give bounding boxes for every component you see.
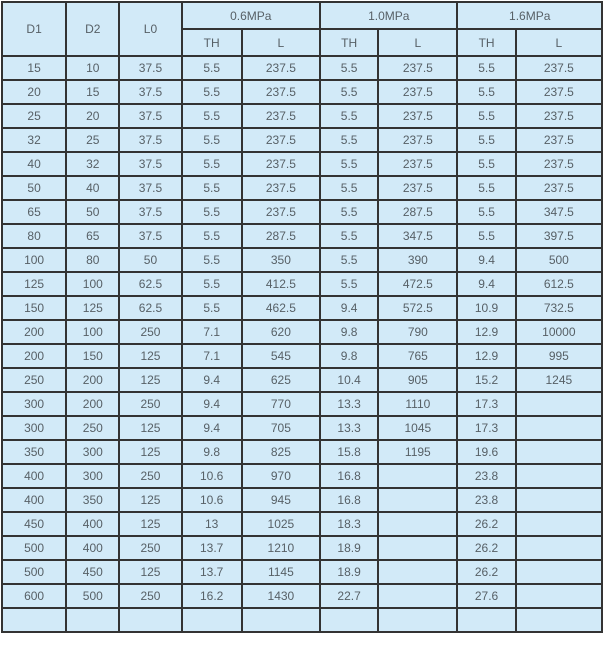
table-cell: 80: [2, 224, 66, 248]
table-cell: 462.5: [242, 296, 320, 320]
table-cell: 16.2: [182, 584, 242, 608]
table-cell: 945: [242, 488, 320, 512]
table-cell: 412.5: [242, 272, 320, 296]
table-cell: 9.8: [182, 440, 242, 464]
table-cell: 237.5: [378, 80, 457, 104]
table-cell: 25: [2, 104, 66, 128]
table-cell: 250: [66, 416, 119, 440]
table-cell: 500: [2, 560, 66, 584]
table-cell: 50: [2, 176, 66, 200]
table-cell: 500: [516, 248, 602, 272]
table-cell: [516, 440, 602, 464]
table-cell: 26.2: [457, 560, 515, 584]
table-cell: 15: [66, 80, 119, 104]
table-cell: 765: [378, 344, 457, 368]
table-cell: 32: [2, 128, 66, 152]
table-row: [2, 560, 602, 584]
table-cell: 237.5: [516, 176, 602, 200]
table-cell: [2, 608, 66, 632]
table-cell: 40: [2, 152, 66, 176]
table-cell: 125: [2, 272, 66, 296]
table-cell: 237.5: [516, 56, 602, 80]
table-row: [2, 584, 602, 608]
table-row: [2, 296, 602, 320]
table-cell: 125: [119, 416, 181, 440]
table-cell: 5.5: [457, 56, 515, 80]
table-row: [2, 512, 602, 536]
table-cell: 5.5: [182, 224, 242, 248]
table-cell: 200: [2, 320, 66, 344]
table-cell: 5.5: [320, 104, 378, 128]
table-cell: 620: [242, 320, 320, 344]
table-cell: 37.5: [119, 152, 181, 176]
table-cell: 400: [2, 488, 66, 512]
table-cell: 50: [66, 200, 119, 224]
table-cell: 5.5: [182, 296, 242, 320]
table-cell: 9.8: [320, 344, 378, 368]
table-cell: 65: [66, 224, 119, 248]
table-cell: 13.3: [320, 416, 378, 440]
table-cell: 20: [66, 104, 119, 128]
table-cell: 23.8: [457, 488, 515, 512]
table-cell: 200: [66, 368, 119, 392]
flange-spec-table: [1, 1, 603, 633]
table-cell: 397.5: [516, 224, 602, 248]
table-cell: 450: [2, 512, 66, 536]
table-cell: 10: [66, 56, 119, 80]
table-cell: 390: [378, 248, 457, 272]
table-cell: 250: [119, 320, 181, 344]
table-row: [2, 536, 602, 560]
table-cell: [516, 608, 602, 632]
table-cell: [516, 392, 602, 416]
sub-header-th-1-0: TH: [320, 29, 378, 56]
table-cell: 12.9: [457, 344, 515, 368]
table-cell: 5.5: [182, 272, 242, 296]
table-cell: 237.5: [378, 128, 457, 152]
table-cell: 237.5: [378, 176, 457, 200]
table-cell: 37.5: [119, 56, 181, 80]
table-cell: 125: [119, 488, 181, 512]
table-cell: 350: [242, 248, 320, 272]
table-cell: [378, 488, 457, 512]
table-cell: 20: [2, 80, 66, 104]
table-cell: 125: [119, 368, 181, 392]
table-row: [2, 488, 602, 512]
table-cell: 5.5: [182, 104, 242, 128]
table-cell: 500: [66, 584, 119, 608]
table-cell: 5.5: [457, 200, 515, 224]
table-cell: 10.9: [457, 296, 515, 320]
table-row: [2, 80, 602, 104]
table-cell: 17.3: [457, 416, 515, 440]
table-cell: 5.5: [182, 200, 242, 224]
table-cell: 287.5: [378, 200, 457, 224]
table-cell: 13.7: [182, 536, 242, 560]
table-row: [2, 56, 602, 80]
table-cell: 970: [242, 464, 320, 488]
table-cell: 300: [66, 464, 119, 488]
table-cell: 40: [66, 176, 119, 200]
table-cell: 26.2: [457, 512, 515, 536]
table-row: [2, 440, 602, 464]
table-cell: 5.5: [320, 272, 378, 296]
table-cell: 237.5: [242, 200, 320, 224]
sub-header-l-0-6: L: [242, 29, 320, 56]
table-cell: 23.8: [457, 464, 515, 488]
table-cell: 5.5: [182, 80, 242, 104]
table-cell: 5.5: [320, 56, 378, 80]
table-cell: 15.2: [457, 368, 515, 392]
table-cell: 237.5: [242, 128, 320, 152]
table-cell: 5.5: [320, 200, 378, 224]
table-cell: [457, 608, 515, 632]
table-cell: [516, 464, 602, 488]
table-row: [2, 200, 602, 224]
table-cell: [378, 512, 457, 536]
table-row: [2, 344, 602, 368]
table-cell: 237.5: [516, 128, 602, 152]
sub-header-th-1-6: TH: [457, 29, 515, 56]
table-cell: 5.5: [182, 128, 242, 152]
table-cell: 237.5: [242, 152, 320, 176]
table-cell: 5.5: [182, 152, 242, 176]
table-cell: 125: [119, 344, 181, 368]
table-cell: [242, 608, 320, 632]
table-cell: 5.5: [182, 248, 242, 272]
table-cell: 5.5: [320, 224, 378, 248]
table-cell: 15.8: [320, 440, 378, 464]
table-cell: 1110: [378, 392, 457, 416]
table-cell: 250: [119, 536, 181, 560]
table-cell: [516, 536, 602, 560]
sub-header-l-1-0: L: [378, 29, 457, 56]
table-cell: 300: [2, 392, 66, 416]
table-cell: 9.4: [457, 272, 515, 296]
table-cell: 37.5: [119, 200, 181, 224]
table-cell: 5.5: [457, 128, 515, 152]
table-row: [2, 272, 602, 296]
table-cell: 5.5: [457, 224, 515, 248]
table-cell: 250: [119, 392, 181, 416]
table-cell: 300: [66, 440, 119, 464]
table-cell: 400: [66, 512, 119, 536]
table-cell: 9.4: [457, 248, 515, 272]
table-row: [2, 176, 602, 200]
table-cell: 625: [242, 368, 320, 392]
table-row: [2, 128, 602, 152]
table-cell: 400: [2, 464, 66, 488]
table-cell: 100: [2, 248, 66, 272]
table-cell: 572.5: [378, 296, 457, 320]
group-header-1-6mpa: 1.6MPa: [457, 2, 602, 29]
table-cell: [378, 560, 457, 584]
table-cell: 995: [516, 344, 602, 368]
table-body: [2, 56, 602, 632]
col-header-d2: D2: [66, 2, 119, 56]
table-cell: 237.5: [378, 104, 457, 128]
table-cell: 32: [66, 152, 119, 176]
table-cell: 450: [66, 560, 119, 584]
table-cell: 125: [66, 296, 119, 320]
table-cell: 350: [2, 440, 66, 464]
table-row: [2, 152, 602, 176]
table-cell: [378, 608, 457, 632]
table-cell: 13.3: [320, 392, 378, 416]
table-cell: 9.8: [320, 320, 378, 344]
header-row-groups: [2, 2, 602, 29]
table-cell: [516, 416, 602, 440]
table-cell: 18.3: [320, 512, 378, 536]
table-cell: [516, 560, 602, 584]
table-cell: 16.8: [320, 488, 378, 512]
table-cell: 125: [119, 560, 181, 584]
table-cell: 19.6: [457, 440, 515, 464]
table-cell: 37.5: [119, 176, 181, 200]
table-cell: 5.5: [320, 80, 378, 104]
table-cell: 22.7: [320, 584, 378, 608]
table-cell: 1145: [242, 560, 320, 584]
table-cell: 37.5: [119, 128, 181, 152]
table-cell: 790: [378, 320, 457, 344]
table-row: [2, 392, 602, 416]
table-cell: 905: [378, 368, 457, 392]
table-cell: [516, 488, 602, 512]
table-cell: 237.5: [516, 152, 602, 176]
table-cell: 27.6: [457, 584, 515, 608]
table-cell: 100: [66, 320, 119, 344]
table-cell: 100: [66, 272, 119, 296]
table-row: [2, 248, 602, 272]
table-cell: 50: [119, 248, 181, 272]
table-cell: 5.5: [182, 176, 242, 200]
table-cell: 150: [66, 344, 119, 368]
table-cell: 600: [2, 584, 66, 608]
table-cell: [66, 608, 119, 632]
table-cell: 25: [66, 128, 119, 152]
table-cell: 9.4: [320, 296, 378, 320]
table-cell: 17.3: [457, 392, 515, 416]
table-row: [2, 464, 602, 488]
table-cell: 237.5: [378, 56, 457, 80]
partial-table-row: [2, 608, 602, 632]
table-cell: [378, 584, 457, 608]
table-cell: 237.5: [242, 80, 320, 104]
table-cell: [320, 608, 378, 632]
table-cell: 1195: [378, 440, 457, 464]
table-cell: 1430: [242, 584, 320, 608]
table-cell: 7.1: [182, 320, 242, 344]
table-cell: 37.5: [119, 104, 181, 128]
table-cell: 545: [242, 344, 320, 368]
table-cell: 65: [2, 200, 66, 224]
group-header-0-6mpa: 0.6MPa: [182, 2, 320, 29]
table-row: [2, 368, 602, 392]
table-cell: 5.5: [457, 104, 515, 128]
table-cell: 9.4: [182, 416, 242, 440]
table-row: [2, 416, 602, 440]
table-cell: 237.5: [242, 176, 320, 200]
table-cell: 37.5: [119, 80, 181, 104]
table-cell: 250: [2, 368, 66, 392]
sub-header-l-1-6: L: [516, 29, 602, 56]
table-cell: 1210: [242, 536, 320, 560]
table-cell: 7.1: [182, 344, 242, 368]
table-cell: 10.4: [320, 368, 378, 392]
table-cell: 400: [66, 536, 119, 560]
table-cell: 5.5: [457, 80, 515, 104]
sub-header-th-0-6: TH: [182, 29, 242, 56]
table-cell: 5.5: [320, 152, 378, 176]
table-cell: 13.7: [182, 560, 242, 584]
table-cell: 5.5: [320, 248, 378, 272]
table-cell: 80: [66, 248, 119, 272]
table-cell: 350: [66, 488, 119, 512]
table-cell: [119, 608, 181, 632]
table-cell: 9.4: [182, 368, 242, 392]
table-cell: 705: [242, 416, 320, 440]
table-cell: 237.5: [242, 56, 320, 80]
table-cell: 26.2: [457, 536, 515, 560]
table-cell: 250: [119, 464, 181, 488]
table-cell: 825: [242, 440, 320, 464]
table-cell: 237.5: [516, 80, 602, 104]
table-cell: 200: [66, 392, 119, 416]
table-cell: 237.5: [242, 104, 320, 128]
table-cell: [182, 608, 242, 632]
table-cell: 250: [119, 584, 181, 608]
table-cell: 500: [2, 536, 66, 560]
table-cell: 5.5: [320, 128, 378, 152]
table-cell: 10.6: [182, 464, 242, 488]
table-cell: 62.5: [119, 272, 181, 296]
table-cell: 125: [119, 512, 181, 536]
table-cell: 472.5: [378, 272, 457, 296]
table-cell: [516, 512, 602, 536]
table-cell: 18.9: [320, 536, 378, 560]
table-cell: 200: [2, 344, 66, 368]
table-cell: 612.5: [516, 272, 602, 296]
table-cell: 300: [2, 416, 66, 440]
table-cell: 237.5: [516, 104, 602, 128]
table-cell: [378, 464, 457, 488]
table-header: [2, 2, 602, 56]
table-cell: 12.9: [457, 320, 515, 344]
table-cell: 347.5: [516, 200, 602, 224]
table-row: [2, 104, 602, 128]
table-cell: 1025: [242, 512, 320, 536]
table-cell: 5.5: [457, 176, 515, 200]
table-cell: 1045: [378, 416, 457, 440]
table-cell: 5.5: [182, 56, 242, 80]
table-cell: 10.6: [182, 488, 242, 512]
table-cell: 10000: [516, 320, 602, 344]
table-cell: 770: [242, 392, 320, 416]
table-cell: [516, 584, 602, 608]
table-row: [2, 224, 602, 248]
table-cell: 1245: [516, 368, 602, 392]
group-header-1-0mpa: 1.0MPa: [320, 2, 457, 29]
table-cell: 347.5: [378, 224, 457, 248]
table-cell: 125: [119, 440, 181, 464]
table-row: [2, 320, 602, 344]
table-cell: 13: [182, 512, 242, 536]
col-header-d1: D1: [2, 2, 66, 56]
table-cell: 5.5: [320, 176, 378, 200]
table-cell: 37.5: [119, 224, 181, 248]
table-cell: 15: [2, 56, 66, 80]
table-cell: 732.5: [516, 296, 602, 320]
table-cell: 237.5: [378, 152, 457, 176]
table-cell: 287.5: [242, 224, 320, 248]
table-cell: 5.5: [457, 152, 515, 176]
col-header-l0: L0: [119, 2, 181, 56]
table-cell: [378, 536, 457, 560]
table-cell: 9.4: [182, 392, 242, 416]
table-cell: 18.9: [320, 560, 378, 584]
table-cell: 62.5: [119, 296, 181, 320]
table-cell: 150: [2, 296, 66, 320]
table-cell: 16.8: [320, 464, 378, 488]
